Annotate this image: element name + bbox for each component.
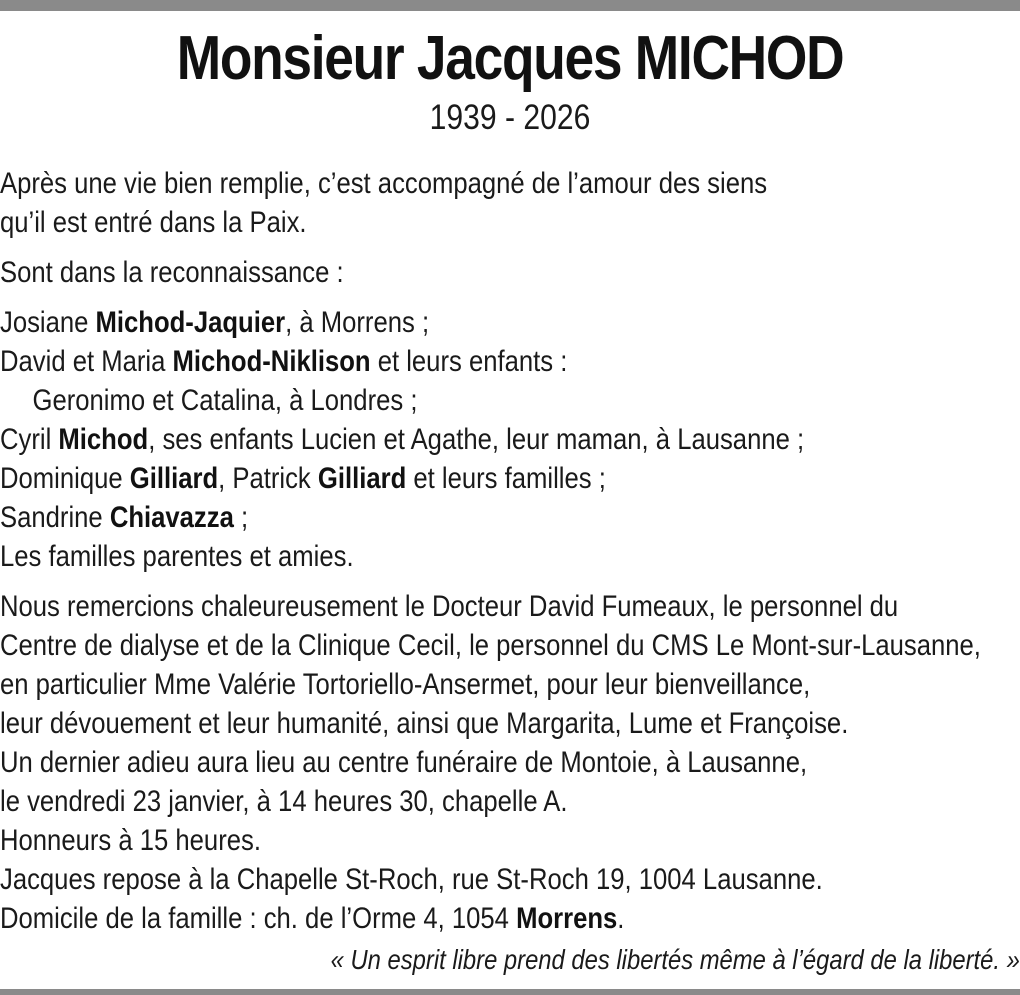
family-line: Geronimo et Catalina, à Londres ;: [32, 384, 418, 417]
thanks-line: leur dévouement et leur humanité, ainsi que Margarita, Lume et Françoise.: [0, 707, 849, 740]
deceased-name: Monsieur Jacques MICHOD: [176, 24, 844, 93]
top-rule: [0, 0, 1020, 11]
family-line: Josiane Michod-Jaquier, à Morrens ;: [0, 306, 430, 339]
life-years: 1939 - 2026: [429, 98, 591, 137]
intro-paragraph: [0, 164, 1017, 242]
thanks-line: en particulier Mme Valérie Tortoriello-Ansermet, pour leur bienveillance,: [0, 668, 811, 701]
family-line: Les familles parentes et amies.: [0, 540, 354, 573]
ceremony-line: le vendredi 23 janvier, à 14 heures 30, chapelle A.: [0, 785, 568, 818]
obituary-notice: [0, 14, 1020, 938]
family-line: David et Maria Michod-Niklison et leurs enfants :: [0, 345, 568, 378]
intro-line: qu’il est entré dans la Paix.: [0, 206, 307, 239]
recognition-heading: Sont dans la reconnaissance :: [0, 256, 344, 289]
family-line: Dominique Gilliard, Patrick Gilliard et leurs familles ;: [0, 462, 606, 495]
family-line: Sandrine Chiavazza ;: [0, 501, 249, 534]
intro-line: Après une vie bien remplie, c’est accompagné de l’amour des siens: [0, 167, 768, 200]
closing-quote: « Un esprit libre prend des libertés même à l’égard de la liberté. »: [330, 944, 1020, 975]
family-list: [0, 303, 1017, 576]
family-address-line: Domicile de la famille : ch. de l’Orme 4, 1054 Morrens.: [0, 902, 625, 935]
ceremony-line: Jacques repose à la Chapelle St-Roch, rue St-Roch 19, 1004 Lausanne.: [0, 863, 823, 896]
ceremony-line: Un dernier adieu aura lieu au centre funéraire de Montoie, à Lausanne,: [0, 746, 808, 779]
ceremony-line: Honneurs à 15 heures.: [0, 824, 261, 857]
thanks-line: Centre de dialyse et de la Clinique Cecil, le personnel du CMS Le Mont-sur-Lausanne,: [0, 629, 981, 662]
bottom-rule: [0, 989, 1020, 995]
family-line: Cyril Michod, ses enfants Lucien et Agathe, leur maman, à Lausanne ;: [0, 423, 805, 456]
thanks-paragraph: [0, 587, 1017, 938]
thanks-line: Nous remercions chaleureusement le Docteur David Fumeaux, le personnel du: [0, 590, 899, 623]
